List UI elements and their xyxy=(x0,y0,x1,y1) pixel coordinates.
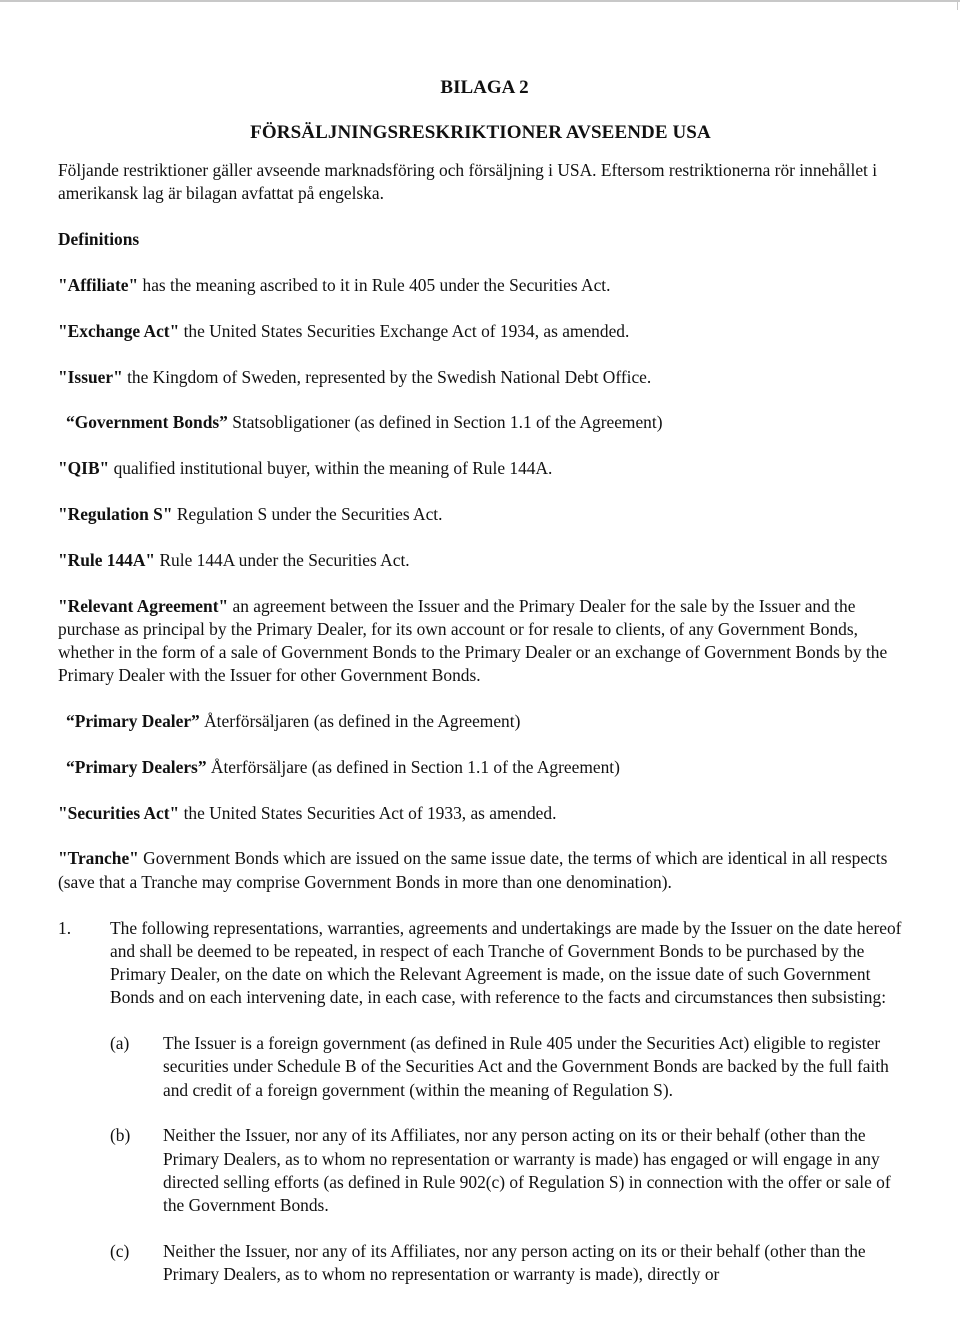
subsection-mark: (b) xyxy=(110,1125,131,1146)
definition-term: “Primary Dealers” xyxy=(66,756,207,777)
definitions-heading: Definitions xyxy=(58,229,140,250)
section-text: The following representations, warranties, agreements and undertakings are made by the Issuer on the date hereof and shall be deemed to be repeated, in respect of each Tranche of Government Bonds to be purchased by the Primary Dealer, on the date on which the Relevant Agreement is made, on the issue date of such Government Bonds and on each intervening date, in each case, with reference to the facts and circumstances then subsisting: xyxy=(110,917,902,1008)
definition-qib xyxy=(58,457,903,480)
definition-text: Statsobligationer (as defined in Section 1.1 of the Agreement) xyxy=(227,412,663,433)
section-1 xyxy=(58,917,903,1010)
definition-text: Rule 144A under the Securities Act. xyxy=(155,549,410,570)
definitions-list xyxy=(58,274,903,894)
page-corner-tick xyxy=(957,0,958,10)
subsection-c xyxy=(58,1240,903,1286)
definition-government-bonds xyxy=(58,411,903,434)
definition-text: the Kingdom of Sweden, represented by the Swedish National Debt Office. xyxy=(122,366,652,387)
definition-term: "Tranche" xyxy=(58,848,139,869)
page-top-border xyxy=(0,0,960,2)
definition-text: qualified institutional buyer, within the meaning of Rule 144A. xyxy=(109,458,553,479)
definition-term: “Primary Dealer” xyxy=(66,710,200,731)
definition-text: Återförsäljaren (as defined in the Agreement) xyxy=(199,710,521,731)
definition-text: an agreement between the Issuer and the Primary Dealer for the sale by the Issuer and the purchase as principal by the Primary Dealer, for its own account or for resale to clients, of any Government Bonds, whether in the form of a sale of Government Bonds to the Primary Dealer or an exchange of Government Bonds by the Primary Dealer with the Issuer for other Government Bonds. xyxy=(58,595,888,686)
document-title: FÖRSÄLJNINGSRESKRIKTIONER AVSEENDE USA xyxy=(250,122,711,143)
subsection-text: Neither the Issuer, nor any of its Affiliates, nor any person acting on its or their behalf (other than the Primary Dealers, as to whom no representation or warranty is made) has engaged or will engage in any directed selling efforts (as defined in Rule 902(c) of Regulation S) in connection with the offer or sale of the Government Bonds. xyxy=(163,1125,891,1215)
intro-paragraph: Följande restriktioner gäller avseende marknadsföring och försäljning i USA. Eftersom restriktionerna rör innehållet i amerikansk lag är bilagan avfattat på engelska. xyxy=(58,160,878,204)
subsection-mark: (a) xyxy=(110,1033,130,1054)
definition-term: "QIB" xyxy=(58,458,110,479)
definition-text: the United States Securities Act of 1933, as amended. xyxy=(179,802,557,823)
definition-term: "Regulation S" xyxy=(58,503,173,524)
definition-term: "Affiliate" xyxy=(58,275,139,295)
definition-term: "Rule 144A" xyxy=(58,549,156,570)
definition-relevant-agreement xyxy=(58,595,903,688)
subsection-text: Neither the Issuer, nor any of its Affiliates, nor any person acting on its or their behalf (other than the Primary Dealers, as to whom no representation or warranty is made), directly or xyxy=(163,1240,866,1284)
definition-term: "Exchange Act" xyxy=(58,320,180,341)
definition-text: Government Bonds which are issued on the same issue date, the terms of which are identical in all respects (save that a Tranche may comprise Government Bonds in more than one denomination). xyxy=(58,848,888,892)
annex-heading: BILAGA 2 xyxy=(440,77,529,98)
subsection-mark: (c) xyxy=(110,1240,130,1261)
definition-issuer xyxy=(58,366,903,389)
definition-text: Återförsäljare (as defined in Section 1.1 of the Agreement) xyxy=(206,756,620,777)
document-page xyxy=(58,75,903,1286)
definition-securities-act xyxy=(58,802,903,825)
definition-term: "Issuer" xyxy=(58,366,123,387)
subsection-a xyxy=(58,1032,903,1102)
subsection-text: The Issuer is a foreign government (as defined in Rule 405 under the Securities Act) eligible to register securities under Schedule B of the Securities Act and the Government Bonds are backed by the full faith and credit of a foreign government (within the meaning of Regulation S). xyxy=(163,1033,889,1100)
definition-rule-144a xyxy=(58,549,903,572)
definition-affiliate xyxy=(58,274,903,297)
subsection-b xyxy=(58,1124,903,1217)
definition-text: has the meaning ascribed to it in Rule 405 under the Securities Act. xyxy=(138,275,611,295)
definition-term: “Government Bonds” xyxy=(66,412,228,433)
definition-tranche xyxy=(58,847,903,893)
definition-term: "Relevant Agreement" xyxy=(58,595,229,616)
definition-text: the United States Securities Exchange Act of 1934, as amended. xyxy=(179,320,630,341)
definition-exchange-act xyxy=(58,320,903,343)
definition-term: "Securities Act" xyxy=(58,802,180,823)
definition-primary-dealer xyxy=(58,710,903,733)
section-number: 1. xyxy=(58,917,72,938)
definition-regulation-s xyxy=(58,503,903,526)
definition-primary-dealers xyxy=(58,756,903,779)
definition-text: Regulation S under the Securities Act. xyxy=(172,503,443,524)
